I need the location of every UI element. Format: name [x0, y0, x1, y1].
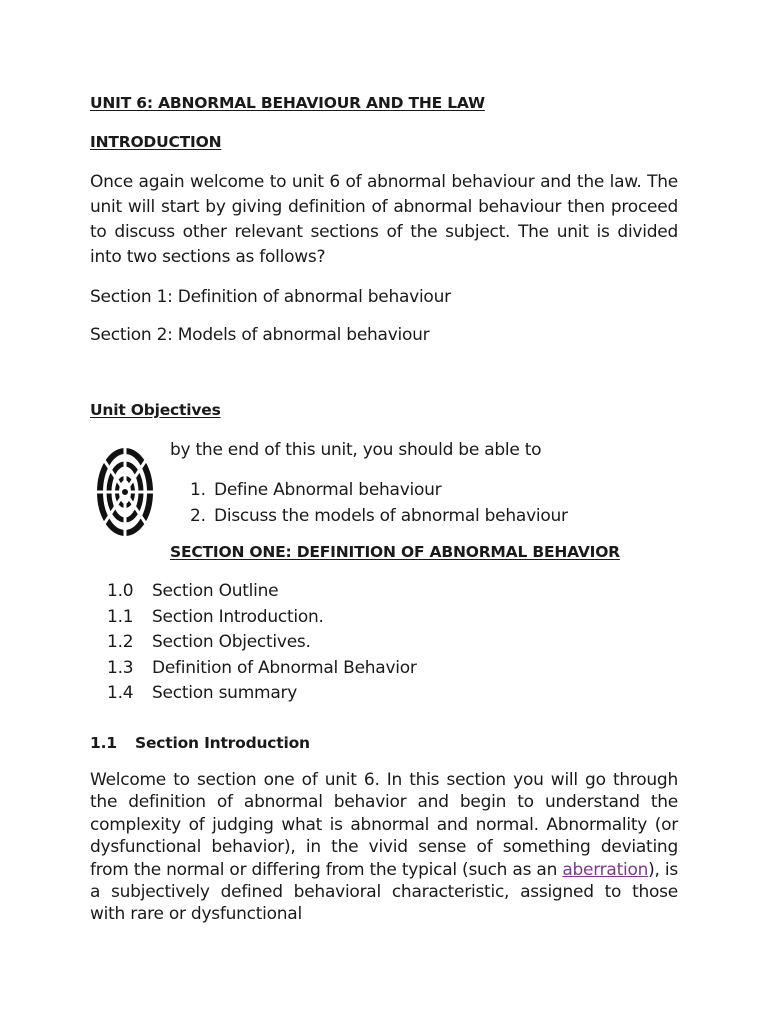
section-outline-list — [107, 579, 417, 707]
section-introduction-paragraph — [90, 769, 678, 926]
list-number: 1.1 — [107, 606, 134, 627]
list-item — [107, 579, 417, 605]
list-number: 1.3 — [107, 657, 134, 678]
list-number: 1.2 — [107, 632, 134, 653]
list-number: 1.0 — [107, 581, 134, 601]
list-number: 2. — [190, 506, 206, 526]
intro-text-part2: ), is a subjectively defined behavioral characteristic, assigned to those with rare or dysfunctional — [90, 859, 678, 925]
list-item — [107, 630, 417, 656]
subsection-title: Section Introduction — [135, 734, 310, 752]
list-item — [107, 656, 417, 682]
list-number: 1. — [190, 480, 206, 500]
list-item — [190, 477, 568, 503]
list-text: Section Objectives. — [152, 632, 311, 653]
target-icon — [96, 446, 154, 538]
introduction-paragraph: Once again welcome to unit 6 of abnormal behaviour and the law. The unit will start by giving definition of abnormal behaviour then proceed to discuss other relevant sections of the subject. The unit is divided into two sections as follows? — [90, 172, 678, 267]
section-2-line: Section 2: Models of abnormal behaviour — [90, 325, 430, 345]
section-1-line: Section 1: Definition of abnormal behaviour — [90, 287, 451, 307]
list-number: 1.4 — [107, 683, 134, 704]
unit-title: UNIT 6: ABNORMAL BEHAVIOUR AND THE LAW — [90, 94, 485, 112]
subsection-number: 1.1 — [90, 734, 117, 752]
list-item — [190, 503, 568, 529]
list-text: Definition of Abnormal Behavior — [152, 657, 417, 678]
list-text: Section Introduction. — [152, 606, 324, 627]
list-text: Section Outline — [152, 581, 279, 601]
list-item — [107, 681, 417, 707]
objectives-heading: Unit Objectives — [90, 401, 221, 419]
intro-text-part1: Welcome to section one of unit 6. In this section you will go through the definition of abnormal behavior and begin to understand the complexity of judging what is abnormal and normal. Abnormality (or dysfunctional behavior), in the vivid sense of something deviating from the normal or differing from the typical (such as an — [90, 770, 678, 880]
objectives-lead: by the end of this unit, you should be able to — [170, 440, 542, 460]
list-text: Section summary — [152, 683, 298, 704]
introduction-heading: INTRODUCTION — [90, 133, 222, 151]
list-text: Discuss the models of abnormal behaviour — [214, 506, 568, 526]
list-item — [107, 605, 417, 631]
subsection-heading — [90, 734, 310, 752]
aberration-link[interactable]: aberration — [562, 859, 649, 880]
section-one-heading: SECTION ONE: DEFINITION OF ABNORMAL BEHAVIOR — [170, 543, 620, 561]
list-text: Define Abnormal behaviour — [214, 480, 442, 500]
objectives-list — [190, 477, 568, 529]
